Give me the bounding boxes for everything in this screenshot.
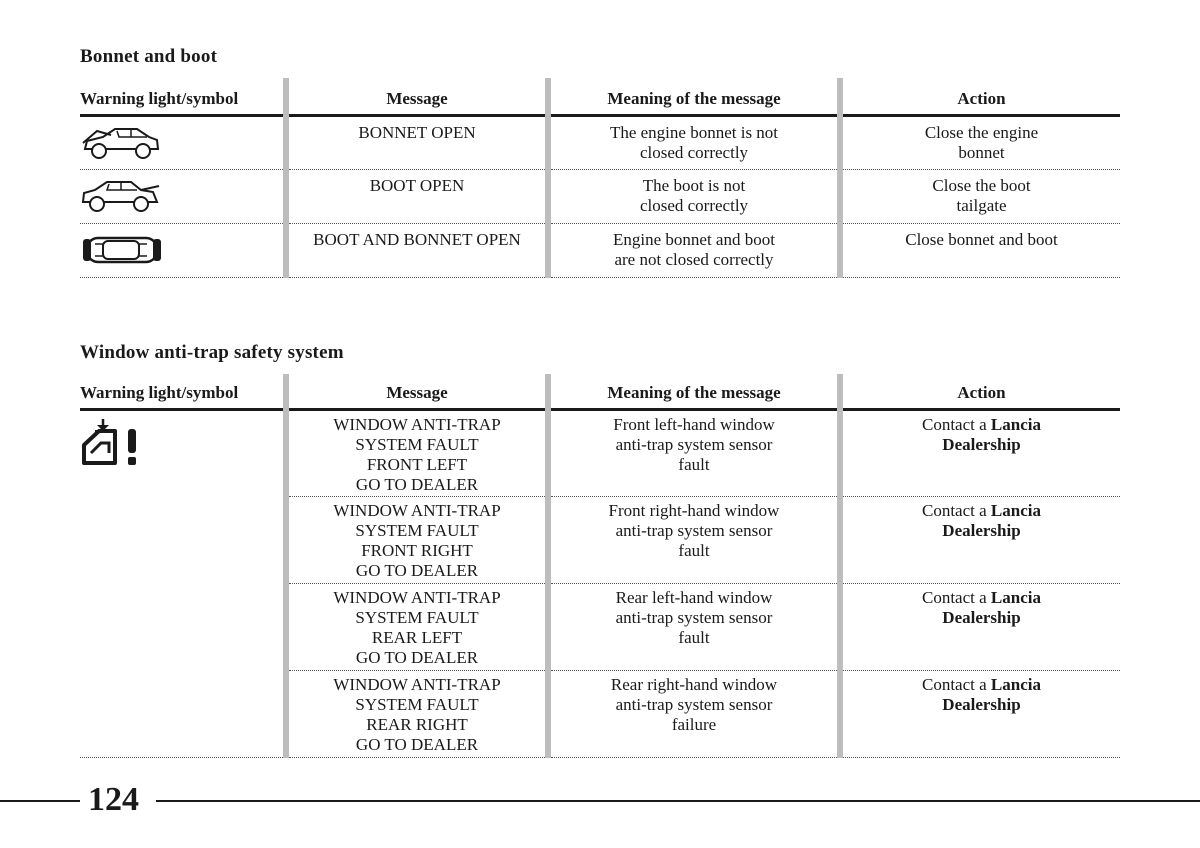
- meaning-line: Front left-hand window: [613, 415, 775, 434]
- action-suffix: Dealership: [942, 695, 1021, 714]
- car-bonnet-open-icon: [81, 123, 161, 163]
- meaning-line: anti-trap system sensor: [615, 435, 773, 454]
- section-title-window-anti-trap: Window anti-trap safety system: [80, 342, 344, 363]
- meaning-line: anti-trap system sensor: [615, 521, 773, 540]
- message-line: BONNET OPEN: [358, 123, 476, 142]
- meaning-line: failure: [671, 715, 717, 734]
- message-line: WINDOW ANTI-TRAP: [333, 501, 501, 520]
- action-brand: Lancia: [990, 675, 1041, 694]
- header-symbol: Warning light/symbol: [80, 374, 286, 410]
- header-symbol: Warning light/symbol: [80, 78, 286, 116]
- table-header-row: [80, 78, 1120, 116]
- meaning-line: The boot is not: [642, 176, 746, 195]
- meaning-line: closed correctly: [639, 196, 749, 215]
- meaning-line: closed correctly: [639, 143, 749, 162]
- window-anti-trap-warning-icon: [81, 419, 145, 469]
- message-line: SYSTEM FAULT: [355, 608, 479, 627]
- action-suffix: Dealership: [942, 521, 1021, 540]
- action-prefix: Contact a: [922, 675, 987, 694]
- action-brand: Lancia: [990, 415, 1041, 434]
- meaning-line: anti-trap system sensor: [615, 695, 773, 714]
- header-message: Message: [286, 78, 548, 116]
- meaning-line: anti-trap system sensor: [615, 608, 773, 627]
- meaning-line: Engine bonnet and boot: [613, 230, 775, 249]
- header-meaning: Meaning of the message: [548, 78, 840, 116]
- message-line: REAR LEFT: [371, 628, 463, 647]
- message-line: BOOT AND BONNET OPEN: [313, 230, 521, 249]
- action-brand: Lancia: [990, 588, 1041, 607]
- header-meaning: Meaning of the message: [548, 374, 840, 410]
- car-top-view-icon: [81, 230, 161, 270]
- table-row: [80, 116, 1120, 170]
- action-suffix: Dealership: [942, 435, 1021, 454]
- table-row: [80, 224, 1120, 278]
- message-line: SYSTEM FAULT: [355, 435, 479, 454]
- section-title-bonnet-boot: Bonnet and boot: [80, 46, 218, 67]
- message-line: SYSTEM FAULT: [355, 521, 479, 540]
- header-action: Action: [840, 78, 1120, 116]
- bonnet-boot-table: [80, 78, 1120, 278]
- message-line: REAR RIGHT: [366, 715, 468, 734]
- action-line: [844, 588, 1119, 608]
- table-row: [80, 170, 1120, 224]
- header-message: Message: [286, 374, 548, 410]
- action-brand: Lancia: [990, 501, 1041, 520]
- meaning-line: The engine bonnet is not: [609, 123, 779, 142]
- car-boot-open-icon: [81, 176, 161, 216]
- message-line: SYSTEM FAULT: [355, 695, 479, 714]
- action-suffix: Dealership: [942, 608, 1021, 627]
- action-line: bonnet: [958, 143, 1005, 162]
- message-line: GO TO DEALER: [355, 735, 479, 754]
- meaning-line: Rear right-hand window: [610, 675, 778, 694]
- message-line: FRONT LEFT: [366, 455, 468, 474]
- footer-rule-left: [0, 800, 80, 802]
- action-line: tailgate: [956, 196, 1007, 215]
- message-line: WINDOW ANTI-TRAP: [333, 415, 501, 434]
- message-line: GO TO DEALER: [355, 475, 479, 494]
- table-row: [80, 410, 1120, 497]
- action-line: Close bonnet and boot: [905, 230, 1058, 249]
- action-line: [844, 415, 1119, 435]
- table-header-row: [80, 374, 1120, 410]
- meaning-line: Front right-hand window: [608, 501, 780, 520]
- message-line: GO TO DEALER: [355, 561, 479, 580]
- message-line: BOOT OPEN: [369, 176, 465, 195]
- action-line: Close the engine: [924, 123, 1039, 142]
- header-action: Action: [840, 374, 1120, 410]
- action-prefix: Contact a: [922, 501, 987, 520]
- meaning-line: fault: [678, 455, 710, 474]
- page-number: 124: [88, 781, 139, 818]
- message-line: GO TO DEALER: [355, 648, 479, 667]
- meaning-line: are not closed correctly: [614, 250, 774, 269]
- message-line: FRONT RIGHT: [361, 541, 473, 560]
- action-line: [844, 501, 1119, 521]
- action-line: Close the boot: [932, 176, 1031, 195]
- action-line: [844, 675, 1119, 695]
- window-anti-trap-table: [80, 374, 1120, 758]
- message-line: WINDOW ANTI-TRAP: [333, 588, 501, 607]
- meaning-line: fault: [678, 628, 710, 647]
- meaning-line: Rear left-hand window: [615, 588, 773, 607]
- meaning-line: fault: [678, 541, 710, 560]
- action-prefix: Contact a: [922, 588, 987, 607]
- message-line: WINDOW ANTI-TRAP: [333, 675, 501, 694]
- action-prefix: Contact a: [922, 415, 987, 434]
- footer-rule-right: [156, 800, 1200, 802]
